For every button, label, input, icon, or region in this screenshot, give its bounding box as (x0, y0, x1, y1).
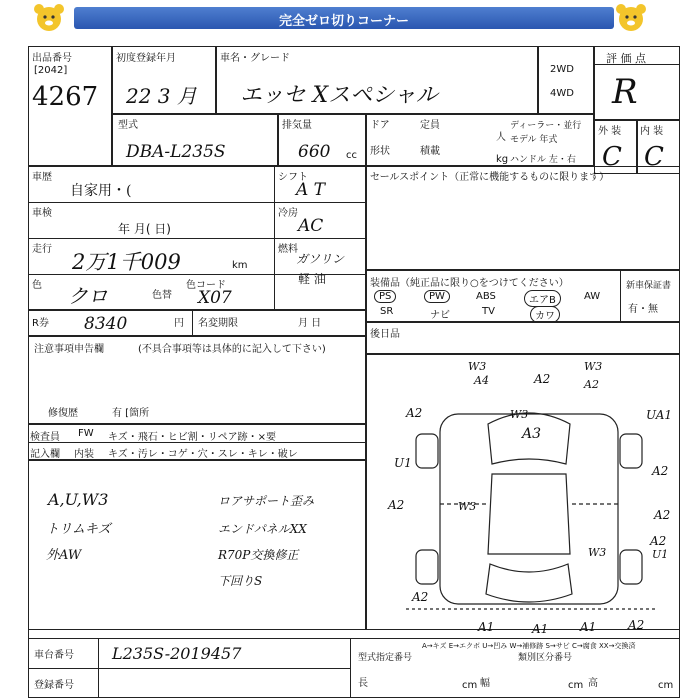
load-unit: kg (496, 154, 509, 165)
damage-mark: A2 (534, 372, 551, 386)
damage-mark: W3 (588, 546, 607, 559)
history-value: 自家用・( (70, 183, 132, 199)
color-code-value: X07 (198, 288, 232, 308)
name-change-format: 月 日 (298, 318, 322, 329)
auction-sheet (28, 38, 680, 698)
drive-2wd: 2WD (550, 64, 574, 75)
int-label: 内 装 (640, 126, 664, 137)
aircon-label: 冷房 (278, 208, 298, 219)
header-banner (0, 0, 700, 36)
record-label: 記入欄 (30, 449, 60, 460)
remark-right-4: 下回りS (218, 574, 263, 588)
displacement-label: 排気量 (282, 120, 312, 131)
recycle-value: 8340 (84, 314, 128, 334)
notes-hint: (不具合事項等は具体的に記入して下さい) (138, 344, 326, 355)
sales-point-label: セールスポイント（正常に機能するものに限ります） (370, 172, 610, 183)
checks-row1: キズ・飛石・ヒビ割・リペア跡・×要 (108, 432, 276, 443)
aircon-value: AC (298, 216, 324, 236)
damage-mark: U1 (652, 548, 669, 561)
damage-mark: A1 (478, 620, 495, 634)
grade-value: R (612, 72, 638, 112)
damage-mark: A2 (584, 378, 599, 391)
height-label: 高 (588, 678, 598, 689)
damage-legend: A→キズ E→エクボ U→凹み W→補修跡 S→サビ C→腐食 XX→交換済 (422, 642, 636, 650)
banner-title: 完全ゼロ切りコーナー (278, 14, 409, 29)
repair-label: 修復歴 (48, 408, 78, 419)
repair-value: 有 [箇所 (112, 408, 150, 419)
history-label: 車歴 (32, 172, 52, 183)
length-label: 長 (358, 678, 368, 689)
check-fw: FW (78, 428, 94, 439)
color-change-label: 色替 (152, 290, 172, 301)
equip-navi: ナビ (430, 310, 450, 321)
displacement-value: 660 (298, 142, 331, 162)
name-change-label: 名変期限 (198, 318, 238, 329)
dealer-label: ディーラー・並行 (510, 121, 582, 131)
lot-number: 4267 (32, 82, 99, 112)
width-unit: cm (568, 680, 584, 691)
damage-mark: A2 (628, 618, 645, 632)
damage-mark: A2 (388, 498, 405, 512)
door-label: ドア (370, 120, 390, 131)
car-outline-diagram (366, 354, 680, 630)
damage-mark: A2 (406, 406, 423, 420)
bear-mascot-icon (32, 2, 66, 34)
remark-left-2: トリムキズ (46, 522, 111, 537)
damage-mark: A3 (522, 426, 542, 442)
damage-mark: W3 (584, 360, 603, 373)
lot-label: 出品番号 (32, 53, 72, 64)
ext-label: 外 装 (598, 126, 622, 137)
checks-row2: キズ・汚レ・コゲ・穴・スレ・キレ・破レ (108, 449, 298, 460)
retrofit-box (366, 322, 680, 354)
equip-ps: PS (374, 290, 396, 303)
equip-abs: ABS (476, 291, 496, 302)
fuel-gas: ガソリン (296, 252, 345, 266)
equip-leather: カワ (530, 306, 560, 323)
shift-label: シフト (278, 172, 308, 183)
model-label: 型式 (118, 120, 138, 131)
equipment-label: 装備品（純正品に限り○をつけてください） (370, 278, 569, 289)
retrofit-label: 後日品 (370, 329, 400, 340)
int-value: C (644, 142, 664, 172)
damage-mark: W3 (458, 500, 477, 513)
drive-4wd: 4WD (550, 88, 574, 99)
damage-mark: A2 (652, 464, 669, 478)
remark-right-2: エンドパネルXX (218, 522, 307, 536)
mileage-unit: km (232, 260, 248, 271)
reg-value: 22 3 月 (126, 84, 197, 108)
damage-mark: A1 (580, 620, 597, 634)
width-label: 幅 (480, 678, 490, 689)
warranty-value: 有・無 (628, 304, 658, 315)
drive-box (538, 46, 594, 114)
handle-label: ハンドル 左・右 (510, 155, 576, 165)
fuel-label: 燃料 (278, 244, 298, 255)
color-label: 色 (32, 280, 42, 291)
model-year-label: モデル 年式 (510, 135, 558, 145)
banner-bar (74, 7, 614, 29)
damage-mark: A4 (474, 374, 489, 387)
inspection-format: 年 月( 日) (118, 222, 171, 236)
bear-mascot-icon (614, 2, 648, 34)
remark-left-1: A,U,W3 (48, 490, 109, 509)
damage-mark: A2 (650, 534, 667, 548)
warranty-label: 新車保証書 (626, 281, 672, 291)
remark-right-1: ロアサポート歪み (218, 494, 315, 508)
lot-code: [2042] (34, 65, 68, 76)
equip-aw: AW (584, 291, 601, 302)
equip-sr: SR (380, 306, 394, 317)
damage-mark: UA1 (646, 408, 673, 422)
color-code-label: 色コード (186, 280, 226, 291)
check-interior: 内装 (74, 449, 94, 460)
registration-label: 登録番号 (34, 680, 74, 691)
mileage-value: 2万1千009 (72, 250, 181, 274)
model-spec-label: 型式指定番号 (358, 653, 413, 663)
seat-unit: 人 (496, 132, 506, 143)
model-value: DBA-L235S (126, 142, 226, 162)
load-label: 積載 (420, 146, 440, 157)
damage-mark: W3 (468, 360, 487, 373)
shape-label: 形状 (370, 146, 390, 157)
grade-label: 評 価 点 (606, 52, 646, 65)
remark-left-3: 外AW (46, 548, 82, 563)
inspector-label: 検査員 (30, 432, 60, 443)
displacement-unit: cc (346, 150, 357, 161)
reg-label: 初度登録年月 (116, 53, 176, 64)
name-label: 車名・グレード (220, 53, 290, 64)
damage-mark: U1 (394, 456, 412, 470)
recycle-unit: 円 (174, 318, 184, 329)
shift-value: A T (296, 180, 326, 200)
recycle-label: R券 (32, 318, 49, 329)
damage-mark: A1 (532, 622, 549, 636)
chassis-label: 車台番号 (34, 650, 74, 661)
ext-value: C (602, 142, 622, 172)
notes-label: 注意事項申告欄 (34, 344, 104, 355)
equip-pw: PW (424, 290, 450, 303)
damage-mark: W3 (510, 408, 529, 421)
mileage-label: 走行 (32, 244, 52, 255)
equip-tv: TV (482, 306, 495, 317)
length-unit: cm (462, 680, 478, 691)
remark-right-3: R70P交換修正 (218, 548, 299, 562)
name-value: エッセ Xスペシャル (240, 83, 438, 108)
seat-label: 定員 (420, 120, 440, 131)
chassis-value: L235S-2019457 (112, 644, 242, 663)
color-value: クロ (68, 284, 108, 308)
equip-airbag: エアB (524, 290, 561, 307)
inspection-label: 車検 (32, 208, 52, 219)
height-unit: cm (658, 680, 674, 691)
damage-mark: A2 (654, 508, 671, 522)
class-number-label: 類別区分番号 (518, 653, 573, 663)
fuel-diesel: 軽 油 (298, 272, 326, 286)
damage-mark: A2 (412, 590, 429, 604)
